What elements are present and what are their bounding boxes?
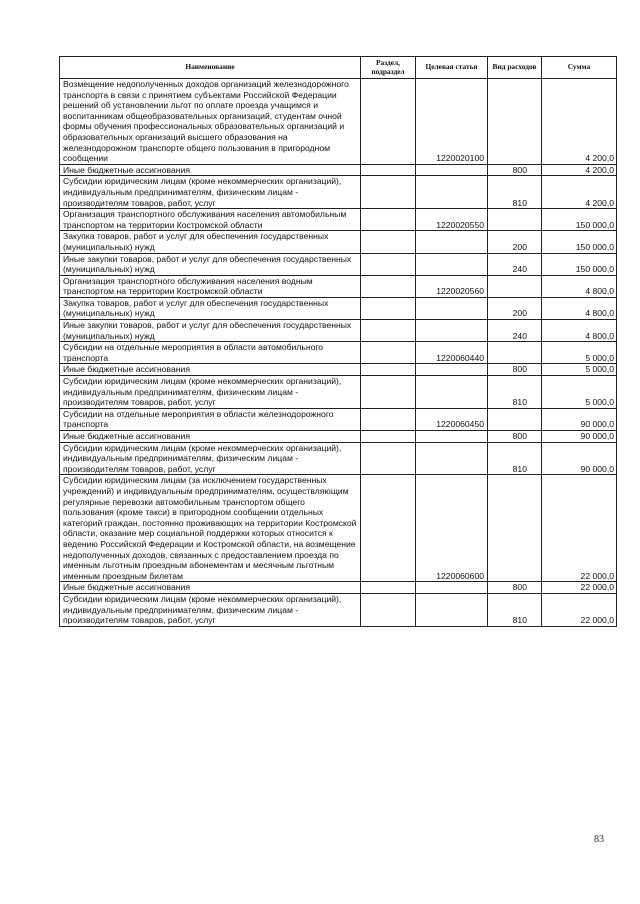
cell-section: [361, 376, 416, 409]
cell-name: Субсидии юридическим лицам (кроме некоммерческих организаций), индивидуальным предпринимателям, физическим лицам - производителям товаров, работ, услуг: [60, 442, 361, 475]
header-name: Наименование: [60, 57, 361, 79]
table-row: [60, 342, 617, 364]
cell-name: Иные бюджетные ассигнования: [60, 364, 361, 376]
cell-section: [361, 297, 416, 319]
cell-kind: 800: [488, 582, 542, 594]
cell-article: 1220060440: [416, 342, 488, 364]
cell-name: Закупка товаров, работ и услуг для обеспечения государственных (муниципальных) нужд: [60, 231, 361, 253]
cell-section: [361, 253, 416, 275]
cell-article: [416, 231, 488, 253]
table-row: [60, 209, 617, 231]
cell-kind: [488, 342, 542, 364]
cell-name: Организация транспортного обслуживания населения автомобильным транспортом на территории Костромской области: [60, 209, 361, 231]
cell-sum: 150 000,0: [542, 253, 617, 275]
cell-sum: 4 800,0: [542, 297, 617, 319]
cell-kind: 810: [488, 593, 542, 626]
table-row: [60, 431, 617, 443]
cell-kind: [488, 275, 542, 297]
cell-section: [361, 176, 416, 209]
cell-sum: 5 000,0: [542, 376, 617, 409]
header-article: Целевая статья: [416, 57, 488, 79]
cell-section: [361, 364, 416, 376]
cell-article: [416, 582, 488, 594]
table-row: [60, 475, 617, 582]
table-row: [60, 408, 617, 430]
header-row: [60, 57, 617, 79]
cell-section: [361, 231, 416, 253]
cell-kind: [488, 79, 542, 165]
cell-section: [361, 475, 416, 582]
cell-section: [361, 431, 416, 443]
cell-name: Субсидии юридическим лицам (за исключением государственных учреждений) и индивидуальным предпринимателям, осуществляющим регулярные перевозки автомобильным транспортом общего пользования (кроме такси) в пригородном сообщении отдельных категорий граждан, постоянно проживающих на территории Костромской области, оказание мер социальной поддержки которых относится к ведению Российской Федерации и Костромской области, на возмещение недополученных доходов, связанных с предоставлением проезда по именным льготным проездным абонементам и месячным льготным именным проездным билетам: [60, 475, 361, 582]
page-number: 83: [594, 834, 604, 845]
cell-article: 1220020560: [416, 275, 488, 297]
cell-kind: 240: [488, 253, 542, 275]
table-row: [60, 164, 617, 176]
cell-name: Субсидии юридическим лицам (кроме некоммерческих организаций), индивидуальным предпринимателям, физическим лицам - производителям товаров, работ, услуг: [60, 593, 361, 626]
table-row: [60, 253, 617, 275]
cell-sum: 90 000,0: [542, 442, 617, 475]
cell-kind: [488, 209, 542, 231]
cell-kind: 800: [488, 364, 542, 376]
cell-sum: 4 800,0: [542, 320, 617, 342]
cell-kind: 810: [488, 442, 542, 475]
cell-section: [361, 275, 416, 297]
cell-kind: 200: [488, 231, 542, 253]
cell-name: Иные бюджетные ассигнования: [60, 431, 361, 443]
cell-section: [361, 582, 416, 594]
cell-section: [361, 320, 416, 342]
cell-sum: 22 000,0: [542, 593, 617, 626]
cell-section: [361, 442, 416, 475]
cell-sum: 4 200,0: [542, 164, 617, 176]
cell-sum: 150 000,0: [542, 231, 617, 253]
cell-name: Иные закупки товаров, работ и услуг для обеспечения государственных (муниципальных) нужд: [60, 320, 361, 342]
cell-article: [416, 364, 488, 376]
cell-name: Субсидии на отдельные мероприятия в области автомобильного транспорта: [60, 342, 361, 364]
cell-kind: 810: [488, 176, 542, 209]
cell-section: [361, 209, 416, 231]
cell-article: [416, 593, 488, 626]
table-row: [60, 297, 617, 319]
cell-section: [361, 408, 416, 430]
cell-sum: 22 000,0: [542, 582, 617, 594]
cell-kind: [488, 475, 542, 582]
cell-name: Закупка товаров, работ и услуг для обеспечения государственных (муниципальных) нужд: [60, 297, 361, 319]
cell-article: [416, 164, 488, 176]
cell-sum: 4 200,0: [542, 79, 617, 165]
cell-section: [361, 342, 416, 364]
cell-name: Субсидии юридическим лицам (кроме некоммерческих организаций), индивидуальным предпринимателям, физическим лицам - производителям товаров, работ, услуг: [60, 376, 361, 409]
header-kind: Вид расходов: [488, 57, 542, 79]
cell-name: Организация транспортного обслуживания населения водным транспортом на территории Костромской области: [60, 275, 361, 297]
header-section: Раздел, подраздел: [361, 57, 416, 79]
cell-sum: 22 000,0: [542, 475, 617, 582]
cell-name: Иные бюджетные ассигнования: [60, 582, 361, 594]
cell-article: 1220020100: [416, 79, 488, 165]
cell-article: [416, 297, 488, 319]
cell-name: Иные бюджетные ассигнования: [60, 164, 361, 176]
cell-kind: 800: [488, 431, 542, 443]
table-row: [60, 593, 617, 626]
table-row: [60, 231, 617, 253]
table-row: [60, 582, 617, 594]
cell-article: [416, 320, 488, 342]
cell-name: Субсидии на отдельные мероприятия в области железнодорожного транспорта: [60, 408, 361, 430]
table-row: [60, 79, 617, 165]
cell-article: 1220060600: [416, 475, 488, 582]
cell-sum: 5 000,0: [542, 342, 617, 364]
cell-sum: 150 000,0: [542, 209, 617, 231]
budget-table: [59, 56, 617, 627]
cell-sum: 4 800,0: [542, 275, 617, 297]
cell-article: 1220020550: [416, 209, 488, 231]
table-row: [60, 376, 617, 409]
cell-name: Иные закупки товаров, работ и услуг для обеспечения государственных (муниципальных) нужд: [60, 253, 361, 275]
cell-article: [416, 431, 488, 443]
cell-article: [416, 253, 488, 275]
cell-section: [361, 79, 416, 165]
table-header: [60, 57, 617, 79]
table-row: [60, 275, 617, 297]
cell-kind: 240: [488, 320, 542, 342]
cell-kind: 800: [488, 164, 542, 176]
header-sum: Сумма: [542, 57, 617, 79]
table-row: [60, 176, 617, 209]
cell-sum: 90 000,0: [542, 431, 617, 443]
cell-article: [416, 376, 488, 409]
cell-name: Возмещение недополученных доходов организаций железнодорожного транспорта в связи с принятием субъектами Российской Федерации решений об установлении льгот по оплате проезда учащимся и воспитанникам общеобразовательных организаций, студентам очной формы обучения профессиональных образовательных организаций и образовательных организаций высшего образования на железнодорожном транспорте общего пользования в пригородном сообщении: [60, 79, 361, 165]
cell-kind: [488, 408, 542, 430]
cell-sum: 4 200,0: [542, 176, 617, 209]
table-body: [60, 79, 617, 627]
cell-section: [361, 164, 416, 176]
cell-sum: 5 000,0: [542, 364, 617, 376]
cell-sum: 90 000,0: [542, 408, 617, 430]
table-row: [60, 442, 617, 475]
cell-article: 1220060450: [416, 408, 488, 430]
cell-article: [416, 176, 488, 209]
cell-kind: 810: [488, 376, 542, 409]
cell-article: [416, 442, 488, 475]
cell-name: Субсидии юридическим лицам (кроме некоммерческих организаций), индивидуальным предпринимателям, физическим лицам - производителям товаров, работ, услуг: [60, 176, 361, 209]
table-row: [60, 364, 617, 376]
cell-section: [361, 593, 416, 626]
cell-kind: 200: [488, 297, 542, 319]
table-row: [60, 320, 617, 342]
